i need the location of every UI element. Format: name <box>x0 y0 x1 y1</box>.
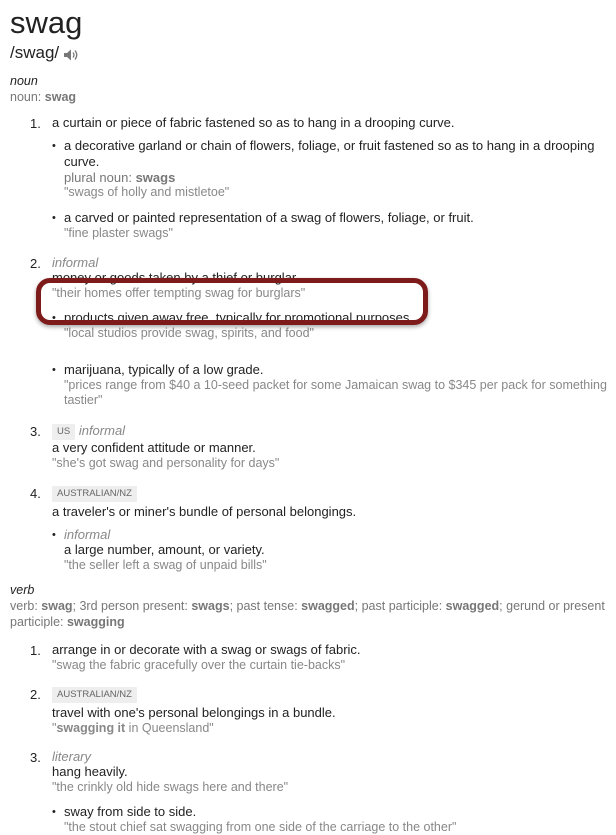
noun-sense-1 <box>10 115 610 241</box>
headword: swag <box>10 5 83 40</box>
definition: • sway from side to side. <box>64 804 197 819</box>
dictionary-entry <box>10 0 610 835</box>
highlight-annotation <box>36 278 428 325</box>
pronunciation: /swag/ <box>10 43 60 62</box>
definition: a traveler's or miner's bundle of personal belongings. <box>52 504 357 519</box>
example: "the stout chief sat swagging from one side of the carriage to the other" <box>64 820 457 834</box>
usage-label: informal <box>78 423 126 438</box>
definition: • products given away free, typically for promotional purposes. <box>64 310 414 325</box>
example: "fine plaster swags" <box>64 226 173 240</box>
usage-label: literary <box>52 749 92 764</box>
definition: money or goods taken by a thief or burglar. <box>52 270 300 285</box>
region-tag: AUSTRALIAN/NZ <box>52 687 137 703</box>
noun-sense-4 <box>10 485 610 573</box>
pos-verb: verb <box>10 583 35 597</box>
definition: • a carved or painted representation of a swag of flowers, foliage, or fruit. <box>64 210 474 225</box>
verb-sense-3 <box>10 749 610 835</box>
sense-number: 3. <box>30 424 41 439</box>
verb-forms-line: verb: swag; 3rd person present: swags; past tense: swagged; past participle: swagged; gerund or present participle: swagging <box>10 599 605 629</box>
sense-number: 4. <box>30 486 41 501</box>
example: "the seller left a swag of unpaid bills" <box>64 558 267 572</box>
sense-labels <box>52 423 610 440</box>
example: "local studios provide swag, spirits, and food" <box>64 326 314 340</box>
sense-number: 1. <box>30 643 41 658</box>
sub-sense <box>52 804 610 835</box>
sense-number: 3. <box>30 750 41 765</box>
sense-number: 1. <box>30 116 41 131</box>
example: "she's got swag and personality for days" <box>52 456 280 470</box>
verb-sense-2 <box>10 686 610 736</box>
sub-sense <box>52 362 610 408</box>
sense-number: 2. <box>30 256 41 271</box>
speaker-icon[interactable] <box>63 46 79 60</box>
sub-sense <box>52 527 610 573</box>
region-tag: US <box>52 424 75 440</box>
noun-sense-3 <box>10 423 610 471</box>
definition: • a decorative garland or chain of flowers, foliage, or fruit fastened so as to hang in a drooping curve. <box>64 138 595 169</box>
example: "swags of holly and mistletoe" <box>64 185 230 199</box>
definition: a very confident attitude or manner. <box>52 440 256 455</box>
definition: • marijuana, typically of a low grade. <box>64 362 264 377</box>
usage-label: informal <box>52 255 99 270</box>
definition: hang heavily. <box>52 764 128 779</box>
pos-noun: noun <box>10 74 38 88</box>
definition: a large number, amount, or variety. <box>64 542 265 557</box>
verb-sense-1 <box>10 642 610 673</box>
noun-form-line: noun: swag <box>10 90 77 104</box>
sub-sense <box>52 138 610 200</box>
definition: travel with one's personal belongings in a bundle. <box>52 705 336 720</box>
sub-sense <box>52 210 610 241</box>
example: "their homes offer tempting swag for burglars" <box>52 286 306 300</box>
sense-number: 2. <box>30 687 41 702</box>
pronunciation-row <box>10 42 610 64</box>
region-tag: AUSTRALIAN/NZ <box>52 486 137 502</box>
definition: arrange in or decorate with a swag or swags of fabric. <box>52 642 361 657</box>
example: "swagging it in Queensland" <box>52 721 214 735</box>
usage-label: • informal <box>64 527 111 542</box>
plural-form: plural noun: swags <box>64 170 176 185</box>
example: "the crinkly old hide swags here and there" <box>52 780 289 794</box>
definition: a curtain or piece of fabric fastened so as to hang in a drooping curve. <box>52 115 455 130</box>
example: "prices range from $40 a 10-seed packet for some Jamaican swag to $345 per pack for something tastier" <box>64 378 607 407</box>
example: "swag the fabric gracefully over the curtain tie-backs" <box>52 658 346 672</box>
